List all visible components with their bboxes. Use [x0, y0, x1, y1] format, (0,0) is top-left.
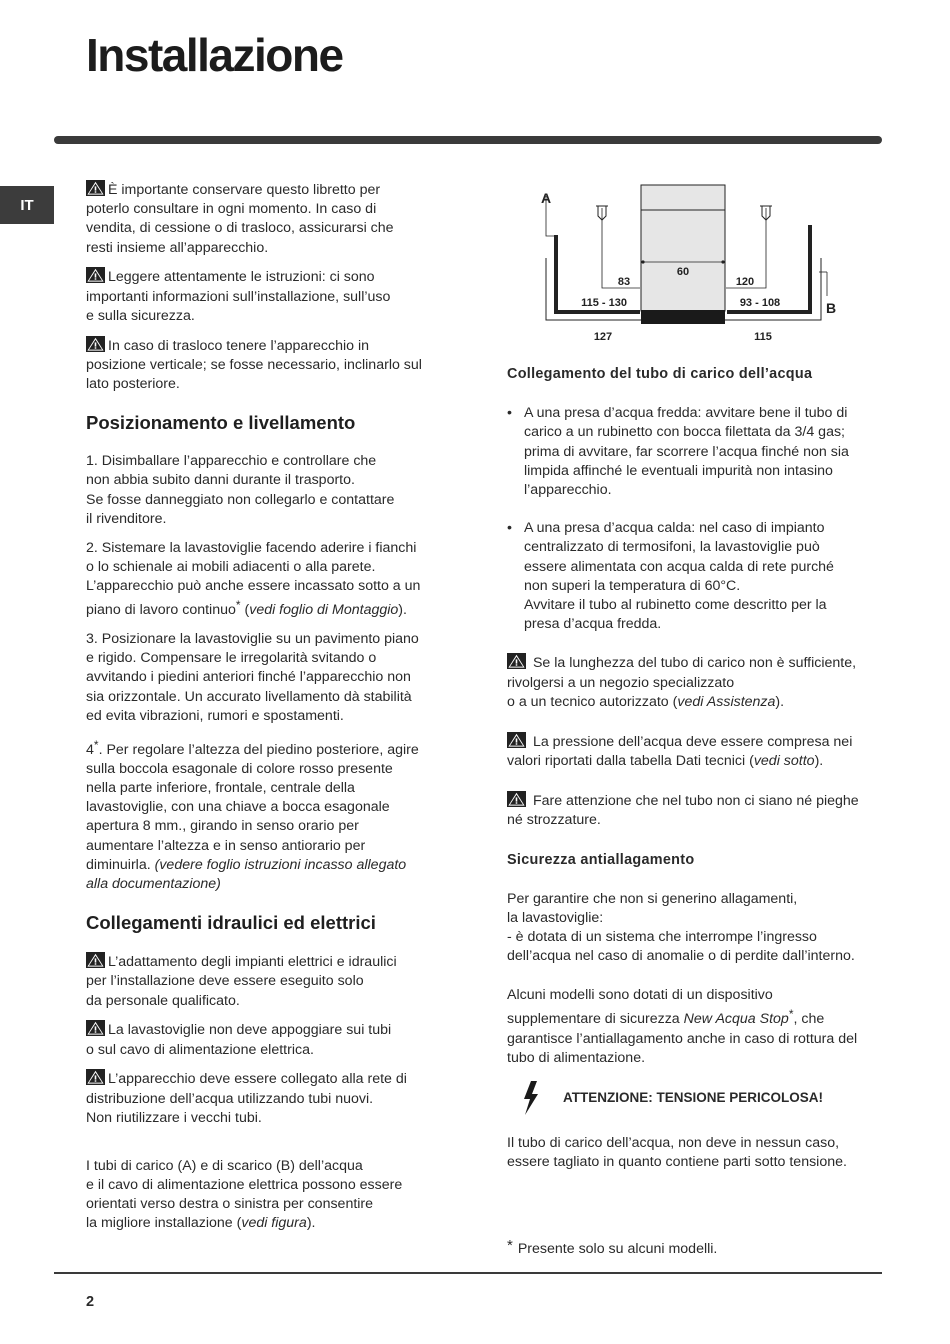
warning-icon	[507, 791, 526, 807]
connections-warning-3: L’apparecchio deve essere collegato alla rete di distribuzione dell’acqua utilizzando tubi nuovi. Non riutilizzare i vecchi tubi.	[86, 1071, 407, 1126]
page-number: 2	[86, 1294, 95, 1310]
inlet-warning-kinks: Fare attenzione che nel tubo non ci siano né pieghe né strozzature.	[507, 792, 859, 828]
warning-icon	[86, 180, 105, 196]
list-item: • A una presa d’acqua calda: nel caso di impianto centralizzato di termosifoni, la lavastoviglie può essere alimentata con acqua calda di rete purché non superi la temperatura di 60°C. Avvitare il tubo al rubinetto come descritto per la presa d’acqua fredda.	[507, 520, 834, 633]
positioning-step-2: 2. Sistemare la lavastoviglie facendo aderire i fianchi o lo schienale ai mobili adiacenti o alla parete. L’apparecchio può anche essere incassato sotto a un piano di lavoro continuo* (vedi foglio di Montaggio).	[86, 539, 421, 619]
intro-warning-1: È importante conservare questo libretto per poterlo consultare in ogni momento. In caso di vendita, di cessione o di trasloco, assicurarsi che resti insieme all’apparecchio.	[86, 182, 394, 256]
flood-paragraph-2: Alcuni modelli sono dotati di un dispositivo supplementare di sicurezza New Acqua Stop*, che garantisce l’antiallagamento anche in caso di rottura del tubo di alimentazione.	[507, 987, 858, 1066]
list-item: • A una presa d’acqua fredda: avvitare bene il tubo di carico a un rubinetto con bocca filettata da 3/4 gas; prima di avvitare, far scorrere l’acqua finché non sia limpida affinché le eventuali impurità non intasino l’apparecchio.	[507, 405, 849, 499]
dishwasher-base	[641, 310, 725, 324]
page-title: Installazione	[86, 29, 343, 81]
flood-paragraph-1: Per garantire che non si generino allagamenti, la lavastoviglie: - è dotata di un sistema che interrompe l’ingresso dell’acqua nel caso di anomalie o di perdite dall’interno.	[507, 890, 855, 965]
dim-115: 115	[754, 331, 772, 343]
dim-127: 127	[593, 331, 613, 343]
connections-warning-2: La lavastoviglie non deve appoggiare sui tubi o sul cavo di alimentazione elettrica.	[86, 1022, 392, 1058]
label-b: B	[826, 300, 837, 316]
label-a: A	[541, 190, 552, 206]
right-column	[507, 365, 887, 1182]
positioning-step-1: 1. Disimballare l’apparecchio e controllare che non abbia subito danni durante il trasporto. Se fosse danneggiato non collegarlo e contattare il rivenditore.	[86, 453, 395, 527]
warning-icon	[507, 732, 526, 748]
dim-60: 60	[676, 266, 690, 278]
warning-icon	[86, 1020, 105, 1036]
warning-icon	[86, 952, 105, 968]
warning-icon	[86, 267, 105, 283]
connections-warning-1: L’adattamento degli impianti elettrici e idraulici per l’installazione deve essere eseguito solo da personale qualificato.	[86, 954, 397, 1009]
inlet-bullets	[507, 404, 887, 634]
lightning-bolt-icon	[511, 1078, 551, 1118]
hoses-orientation-text: I tubi di carico (A) e di scarico (B) dell’acqua e il cavo di alimentazione elettrica possono essere orientati verso destra o sinistra per consentire la migliore installazione (vedi figura).	[86, 1157, 403, 1232]
danger-notice	[507, 1078, 887, 1118]
intro-warning-3: In caso di trasloco tenere l’apparecchio in posizione verticale; se fosse necessario, inclinarlo sul lato posteriore.	[86, 337, 422, 393]
inlet-heading: Collegamento del tubo di carico dell’acqua	[507, 366, 813, 382]
positioning-step-4: 4*. Per regolare l’altezza del piedino posteriore, agire sulla boccola esagonale di colore rosso presente nella parte inferiore, frontale, centrale della lavastoviglie, con una chiave a bocca esagonale apertura 8 mm., girando in senso orario per aumentare l’altezza e in senso antiorario per diminuirla. (vedere foglio istruzioni incasso allegato alla documentazione)	[86, 737, 419, 893]
positioning-heading: Posizionamento e livellamento	[86, 412, 356, 434]
dim-120: 120	[735, 276, 755, 288]
danger-text: ATTENZIONE: TENSIONE PERICOLOSA!	[563, 1090, 824, 1106]
left-column	[86, 180, 462, 1243]
footnote: * Presente solo su alcuni modelli.	[507, 1237, 718, 1257]
top-divider	[54, 136, 882, 144]
inlet-warning-length: Se la lunghezza del tubo di carico non è sufficiente, rivolgersi a un negozio specializzato o a un tecnico autorizzato (vedi Assistenza).	[507, 655, 857, 710]
inlet-warning-pressure: La pressione dell’acqua deve essere compresa nei valori riportati dalla tabella Dati tecnici (vedi sotto).	[507, 733, 853, 769]
installation-diagram	[532, 180, 852, 350]
warning-icon	[86, 336, 105, 352]
bottom-divider	[54, 1272, 882, 1274]
warning-icon	[86, 1069, 105, 1085]
intro-warning-2: Leggere attentamente le istruzioni: ci sono importanti informazioni sull’installazione, sull’uso e sulla sicurezza.	[86, 269, 391, 324]
warning-icon	[507, 653, 526, 669]
dim-115-130: 115 - 130	[581, 297, 627, 309]
dishwasher-outline	[641, 185, 725, 311]
flood-heading: Sicurezza antiallagamento	[507, 851, 695, 868]
cut-warning-text: Il tubo di carico dell’acqua, non deve in nessun caso, essere tagliato in quanto contiene parti sotto tensione.	[507, 1134, 847, 1170]
connections-heading: Collegamenti idraulici ed elettrici	[86, 912, 376, 934]
language-tab: IT	[0, 186, 54, 224]
dim-93-108: 93 - 108	[739, 297, 781, 309]
positioning-step-3: 3. Posizionare la lavastoviglie su un pavimento piano e rigido. Compensare le irregolarità svitando o avvitando i piedini anteriori finché l’apparecchio non sia orizzontale. Un accurato livellamento dà stabilità ed evita vibrazioni, rumori e spostamenti.	[86, 631, 419, 724]
dim-83: 83	[617, 276, 631, 288]
